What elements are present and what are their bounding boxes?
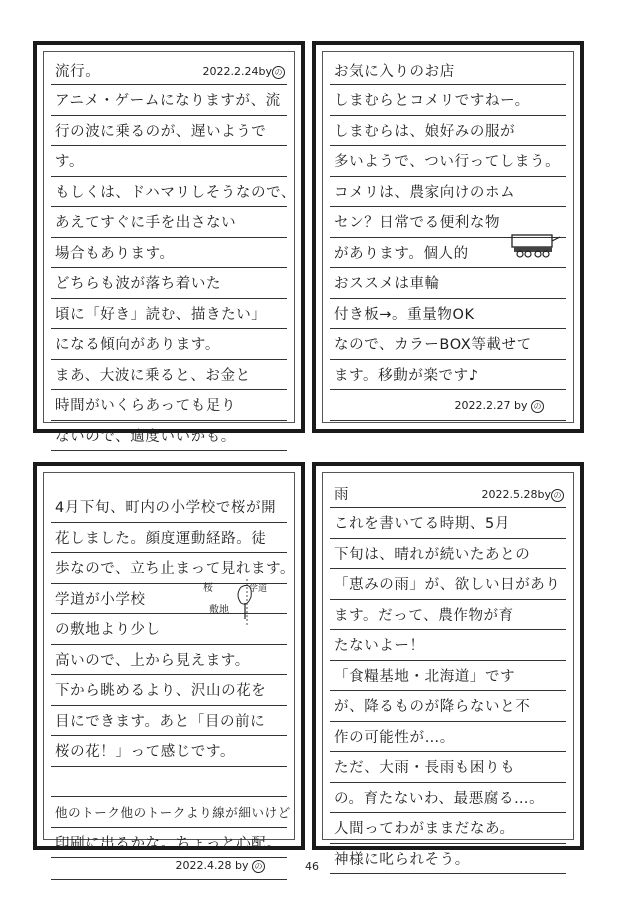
text-line: 他のトーク他のトークより線が細いけど [51,797,287,828]
text-line: アニメ・ゲームになりますが、流 [51,85,287,116]
card-date: 2022.2.24by の [203,61,285,83]
text-line: 下旬は、晴れが続いたあとの [330,539,566,570]
text-line: まあ、大波に乗ると、お金と [51,360,287,391]
text-line: しまむらは、娘好みの服が [330,116,566,147]
school-sketch-icon [201,579,271,629]
text-line: ないので、適度いいかも。 [51,421,287,452]
card-title-line [330,61,566,85]
text-line: が、降るものが降らないと不 [330,691,566,722]
card-lines [330,484,566,874]
text-line: 「食糧基地・北海道」です [330,661,566,692]
text-line: 付き板→。重量物OK [330,299,566,330]
text-line: 印刷に出るかな。ちょっと心配。 [51,828,287,859]
text-line: 場合もあります。 [51,238,287,269]
text-line: 作の可能性が…。 [330,722,566,753]
page-number: 46 [305,860,319,873]
text-line: 下から眺めるより、沢山の花を [51,675,287,706]
text-line: の。育たないわ、最悪腐る…。 [330,783,566,814]
text-line: 人間ってわがままだなあ。 [330,813,566,844]
sketch-label: 桜 [203,583,213,594]
text-line: の敷地より少し [51,614,287,645]
essay-card-favorite-shops [312,41,584,433]
text-line: ます。だって、農作物が育 [330,600,566,631]
card-lines [51,492,296,880]
text-line: 4月下旬、町内の小学校で桜が開 [51,492,287,523]
text-line: 歩なので、立ち止まって見れます。 [51,553,287,584]
text-line: 行の波に乗るのが、遅いようで [51,116,287,147]
card-date: 2022.5.28by の [482,484,564,506]
card-lines [51,61,297,451]
text-line: 学道が小学校 [51,584,287,615]
essay-card-cherry-blossoms [33,462,305,872]
text-line: たないよー！ [330,630,566,661]
text-line: ただ、大雨・長雨も困りも [330,752,566,783]
text-line: になる傾向があります。 [51,329,287,360]
text-line: 神様に叱られそう。 [330,844,566,875]
card-title-line [330,484,566,508]
text-line: ます。移動が楽です♪ [330,360,566,391]
card-title: 雨 [334,487,350,503]
card-date: 2022.2.27 by の [455,390,544,422]
text-line: 目にできます。あと「目の前に [51,706,287,737]
card-title-line [51,61,287,85]
text-line: 高いので、上から見えます。 [51,645,287,676]
text-line [51,767,287,798]
sketch-label: 学道 [249,584,268,594]
text-line: コメリは、農家向けのホム [330,177,566,208]
card-date: 2022.4.28 by の [176,850,265,882]
text-line: あえてすぐに手を出さない [51,207,287,238]
text-line: があります。個人的 [330,238,566,269]
signature-line [330,390,566,421]
text-line: セン？日常でる便利な物 [330,207,566,238]
cart-sketch-icon [506,231,562,259]
card-title: お気に入りのお店 [334,64,455,80]
text-line: 桜の花！」って感じです。 [51,736,287,767]
text-line: どちらも波が落ち着いた [51,268,287,299]
text-line: おススメは車輪 [330,268,566,299]
sketch-label: 敷地 [209,605,229,616]
text-line: しまむらとコメリですねー。 [330,85,566,116]
text-line: 花しました。顔度運動経路。徒 [51,523,287,554]
text-line: 頃に「好き」読む、描きたい」 [51,299,287,330]
card-title: 流行。 [55,64,101,80]
text-line: 多いようで、つい行ってしまう。 [330,146,566,177]
text-line: 時間がいくらあっても足り [51,390,287,421]
essay-card-rain [312,462,584,868]
text-line: これを書いてる時期、5月 [330,508,566,539]
text-line: もしくは、ドハマリしそうなので、 [51,177,287,208]
text-line: 「恵みの雨」が、欲しい日があり [330,569,566,600]
essay-card-trends [33,41,305,445]
text-line: なので、カラーBOX等載せて [330,329,566,360]
text-line: す。 [51,146,287,177]
